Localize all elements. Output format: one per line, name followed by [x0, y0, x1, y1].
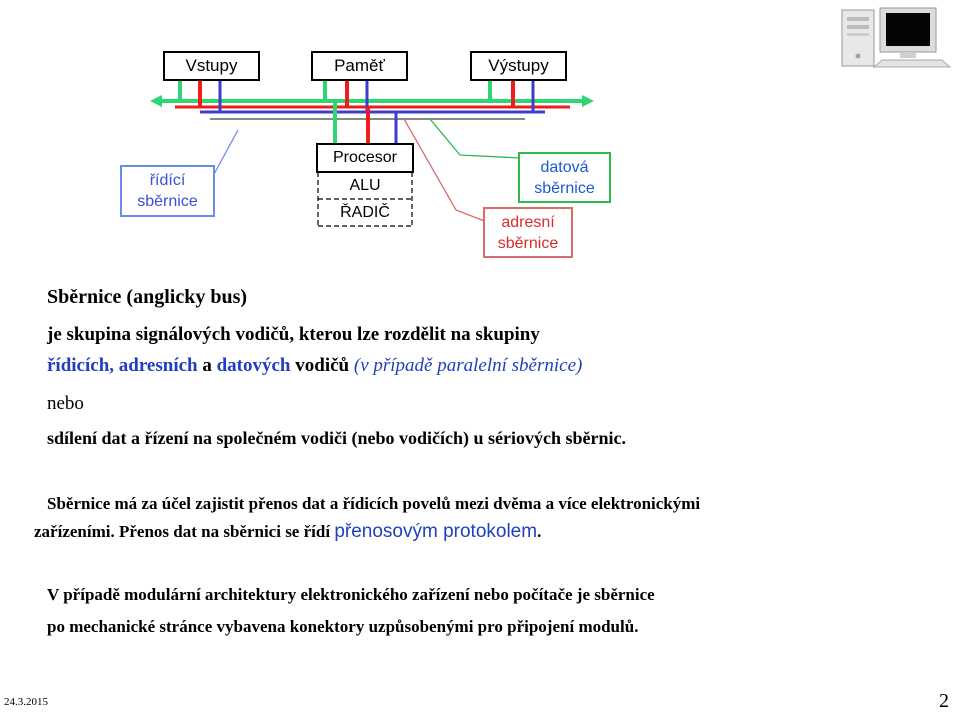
purpose-paragraph-line2	[34, 521, 541, 543]
nebo-line: nebo	[47, 393, 84, 414]
bus-types-line	[47, 355, 582, 377]
protocol-text: přenosovým protokolem	[334, 521, 538, 542]
datova-leader-line	[430, 119, 520, 158]
procesor-box: Procesor	[316, 143, 414, 173]
datova-sbernice-label	[518, 152, 611, 203]
conj-a-text: a	[197, 355, 217, 376]
adresni-sbernice-label	[483, 207, 573, 258]
ridicich-adresnich-text: řídicích, adresních	[47, 355, 198, 376]
ridici-sbernice-label	[120, 165, 215, 217]
vstupy-box: Vstupy	[163, 51, 260, 81]
purpose-paragraph-line1: Sběrnice má za účel zajistit přenos dat a řídicích povelů mezi dvěma a více elektronickými	[47, 494, 701, 513]
footer-date: 24.3.2015	[4, 696, 48, 708]
vodicu-text: vodičů	[290, 355, 354, 376]
green-bus-arrow-right	[582, 95, 594, 107]
radic-label: ŘADIČ	[340, 204, 390, 221]
adresni-line1: adresní	[501, 213, 555, 231]
pamet-box: Paměť	[311, 51, 408, 81]
serial-line: sdílení dat a řízení na společném vodiči (nebo vodičích) u sériových sběrnic.	[47, 428, 626, 448]
heading: Sběrnice (anglicky bus)	[47, 286, 248, 308]
datovych-text: datových	[216, 355, 291, 376]
datova-line1: datová	[540, 158, 589, 176]
vystupy-box: Výstupy	[470, 51, 567, 81]
adresni-leader-line	[404, 119, 487, 222]
definition-line: je skupina signálových vodičů, kterou lze rozdělit na skupiny	[47, 324, 540, 345]
bus-diagram	[0, 0, 960, 270]
green-bus-arrow-left	[150, 95, 162, 107]
modular-paragraph-line1: V případě modulární architektury elektronického zařízení nebo počítače je sběrnice	[47, 585, 655, 604]
alu-label: ALU	[349, 177, 381, 194]
modular-paragraph-line2: po mechanické stránce vybavena konektory uzpůsobenými pro připojení modulů.	[47, 617, 639, 636]
adresni-line2: sběrnice	[497, 234, 559, 252]
parallel-note-text: (v případě paralelní sběrnice)	[353, 355, 583, 376]
purpose-text: zařízeními. Přenos dat na sběrnici se řídí	[34, 522, 335, 541]
ridici-line1: řídící	[149, 172, 186, 189]
period-text: .	[537, 522, 542, 541]
datova-line2: sběrnice	[534, 179, 595, 197]
desktop-computer-icon	[838, 4, 956, 70]
ridici-line2: sběrnice	[137, 193, 198, 210]
page-number: 2	[939, 690, 949, 712]
